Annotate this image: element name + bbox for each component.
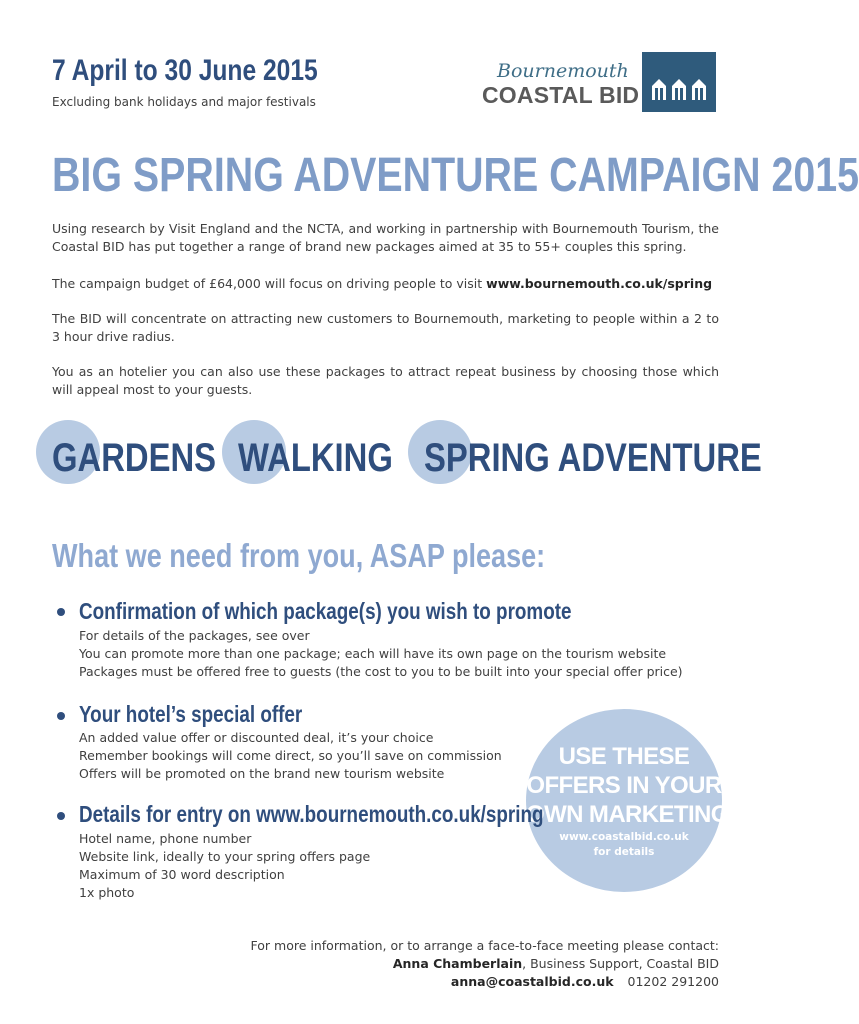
logo-script-text: Bournemouth [497, 60, 629, 82]
intro-paragraph-3: The BID will concentrate on attracting new customers to Bournemouth, marketing to people within a 2 to 3 hour drive radius. [52, 311, 719, 344]
bullet-2-line-3: Offers will be promoted on the brand new tourism website [79, 766, 445, 781]
contact-intro: For more information, or to arrange a face-to-face meeting please contact: [250, 938, 719, 953]
intro-paragraph-4: You as an hotelier you can also use these packages to attract repeat business by choosing those which will appeal most to your guests. [52, 364, 719, 397]
bullet-1-line-1: For details of the packages, see over [79, 628, 310, 643]
package-gardens: GARDENS [52, 436, 217, 480]
bullet-1-line-3: Packages must be offered free to guests (the cost to you to be built into your special offer price) [79, 664, 683, 679]
campaign-title: BIG SPRING ADVENTURE CAMPAIGN 2015 [52, 149, 859, 202]
bullet-title-2: Your hotel’s special offer [79, 701, 303, 727]
date-note: Excluding bank holidays and major festivals [52, 95, 316, 109]
budget-text: The campaign budget of £64,000 will focus on driving people to visit [52, 276, 487, 291]
offer-line-3: OWN MARKETING [526, 801, 729, 828]
bullet-1-line-2: You can promote more than one package; each will have its own page on the tourism website [79, 646, 667, 661]
contact-details-line [451, 974, 719, 989]
date-range: 7 April to 30 June 2015 [52, 54, 318, 87]
contact-name: Anna Chamberlain [392, 956, 523, 971]
offer-line-1: USE THESE [558, 743, 690, 770]
intro-paragraph-1: Using research by Visit England and the NCTA, and working in partnership with Bournemouth Tourism, the Coastal BID has put together a range of brand new packages aimed at 35 to 55+ couples this spring. [52, 221, 719, 254]
bullet-title-3: Details for entry on www.bournemouth.co.uk/spring [79, 801, 544, 827]
bullet-3-line-1: Hotel name, phone number [79, 831, 252, 846]
package-spring-adventure: SPRING ADVENTURE [424, 436, 762, 480]
link-note: for details [593, 846, 655, 858]
bullet-3-line-4: 1x photo [79, 885, 135, 900]
package-walking: WALKING [238, 436, 393, 480]
bullet-2-line-1: An added value offer or discounted deal, it’s your choice [79, 730, 434, 745]
logo-bid-text: COASTAL BID [482, 82, 640, 108]
needs-heading: What we need from you, ASAP please: [52, 537, 546, 574]
contact-phone: 01202 291200 [627, 974, 719, 989]
beach-huts-icon [642, 52, 716, 112]
contact-name-line [393, 956, 719, 971]
bullet-dot [57, 812, 65, 820]
bullet-3-line-2: Website link, ideally to your spring offers page [79, 849, 371, 864]
offer-line-2: OFFERS IN YOUR [526, 772, 722, 799]
bullet-dot [57, 712, 65, 720]
coastalbid-link[interactable]: www.coastalbid.co.uk [559, 831, 689, 843]
contact-role: , Business Support, Coastal BID [522, 956, 719, 971]
bullet-title-1: Confirmation of which package(s) you wish to promote [79, 598, 572, 624]
bullet-dot [57, 608, 65, 616]
bullet-3-line-3: Maximum of 30 word description [79, 867, 285, 882]
contact-email[interactable]: anna@coastalbid.co.uk [450, 974, 614, 989]
bullet-2-line-2: Remember bookings will come direct, so you’ll save on commission [79, 748, 502, 763]
intro-paragraph-2 [52, 275, 719, 293]
spring-link[interactable]: www.bournemouth.co.uk/spring [486, 276, 713, 291]
